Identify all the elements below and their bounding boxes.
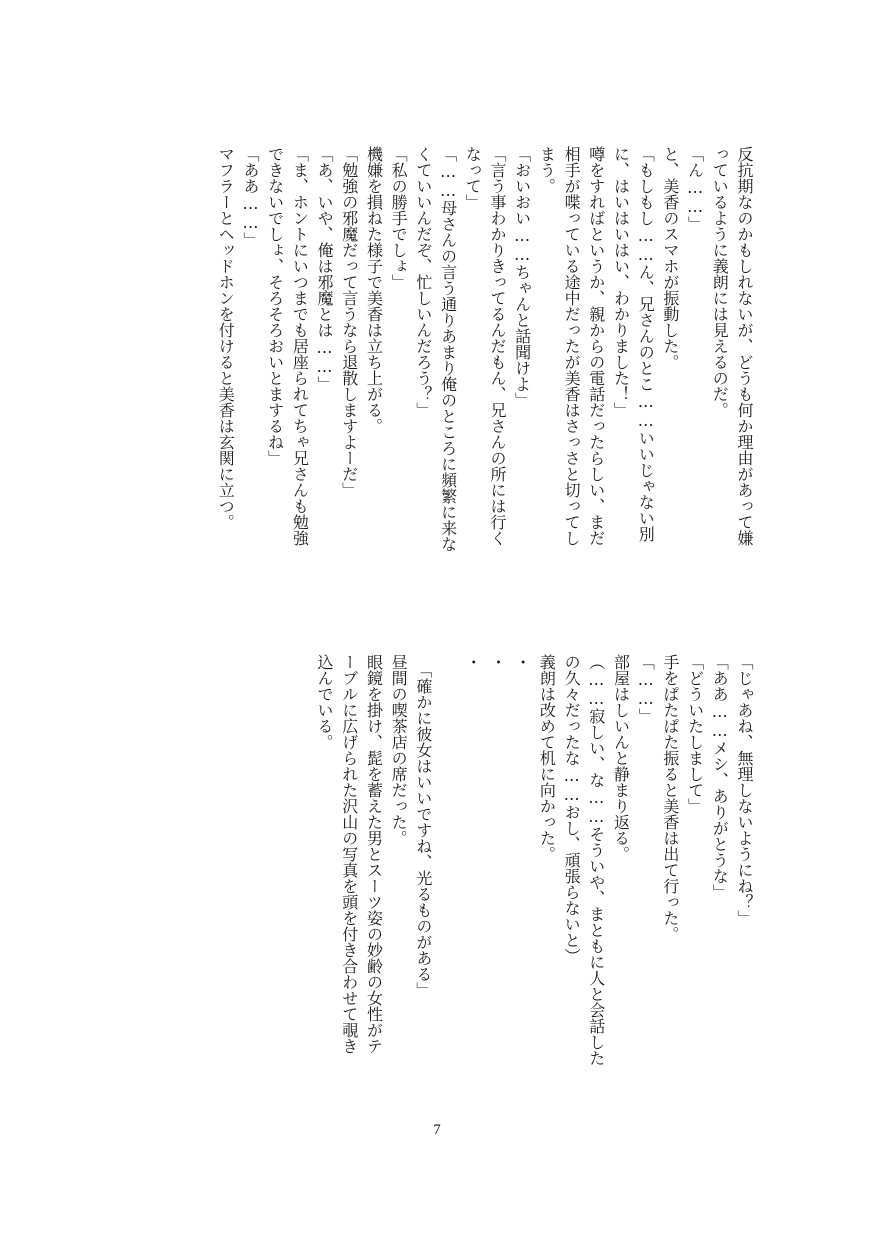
text-line: くていいんだぞ、忙しいんだろう？」: [413, 146, 433, 418]
text-line: 込んでいる。: [315, 654, 335, 750]
text-line: と、美香のスマホが振動した。: [660, 146, 680, 370]
text-line: 昼間の喫茶店の席だった。: [389, 654, 409, 846]
text-line: に、はいはいはい、わかりました！」: [611, 146, 631, 418]
text-line: まう。: [537, 146, 557, 194]
text-line: 部屋はしいんと静まり返る。: [611, 654, 631, 862]
text-line: 「勉強の邪魔だって言うなら退散しますよーだ」: [339, 146, 359, 498]
text-line: 機嫌を損ねた様子で美香は立ち上がる。: [364, 146, 384, 434]
page-number: 7: [433, 1122, 441, 1138]
text-line: 「……母さんの言う通りあまり俺のところに頻繁に来な: [438, 146, 458, 552]
text-line: [435, 654, 460, 1114]
text-line: 反抗期なのかもしれないが、どうも何か理由があって嫌: [735, 146, 754, 546]
text-line: 「ま、ホントにいつまでも居座られてちゃ兄さんも勉強: [290, 146, 310, 546]
text-line: 「……」: [636, 654, 656, 724]
text-line: 「あ、いや、俺は邪魔とは……」: [315, 146, 335, 392]
upper-text-block: [116, 146, 756, 598]
text-line: 手をぱたぱた振ると美香は出て行った。: [660, 654, 680, 942]
text-line: 「確かに彼女はいいですね、光るものがある」: [413, 654, 433, 998]
text-line: 義朗は改めて机に向かった。: [537, 654, 557, 862]
text-line: 「言う事わかりきってるんだもん、兄さんの所には行く: [487, 146, 507, 546]
text-line: （……寂しい、な……そういや、まともに人と会話した: [586, 654, 606, 1066]
text-line: 眼鏡を掛け、髭を蓄えた男とスーツ姿の妙齢の女性がテ: [364, 654, 384, 1054]
text-line: ・: [512, 654, 532, 670]
text-line: ・: [463, 654, 483, 670]
text-line: っているように義朗には見えるのだ。: [710, 146, 730, 418]
lower-text-block: [116, 654, 756, 1114]
text-line: 噂をすればというか、親からの電話だったらしい、まだ: [586, 146, 606, 546]
text-line: の久々だったな……おし、頑張らないと）: [562, 654, 582, 964]
text-line: ・: [487, 654, 507, 670]
text-line: 「おいおい……ちゃんと話聞けよ」: [512, 146, 532, 408]
text-line: 「私の勝手でしょ」: [389, 146, 409, 290]
text-line: 「どういたしまして」: [685, 654, 705, 814]
text-line: 「もしもし……ん、兄さんのとこ……いいじゃない別: [636, 146, 656, 542]
text-line: 相手が喋っている途中だったが美香はさっさと切ってし: [562, 146, 582, 546]
text-line: できないでしょ、そろそろおいとまするね」: [265, 146, 285, 466]
text-line: 「じゃあね、無理しないようにね？」: [735, 654, 754, 926]
text-line: 「ああ……メシ、ありがとうな」: [710, 654, 730, 900]
text-line: マフラーとヘッドホンを付けると美香は玄関に立つ。: [216, 146, 236, 530]
text-line: なって」: [463, 146, 483, 210]
text-line: ーブルに広げられた沢山の写真を頭を付き合わせて覗き: [339, 654, 359, 1054]
text-line: 「ん……」: [685, 146, 705, 232]
text-line: 「ああ……」: [240, 146, 260, 248]
